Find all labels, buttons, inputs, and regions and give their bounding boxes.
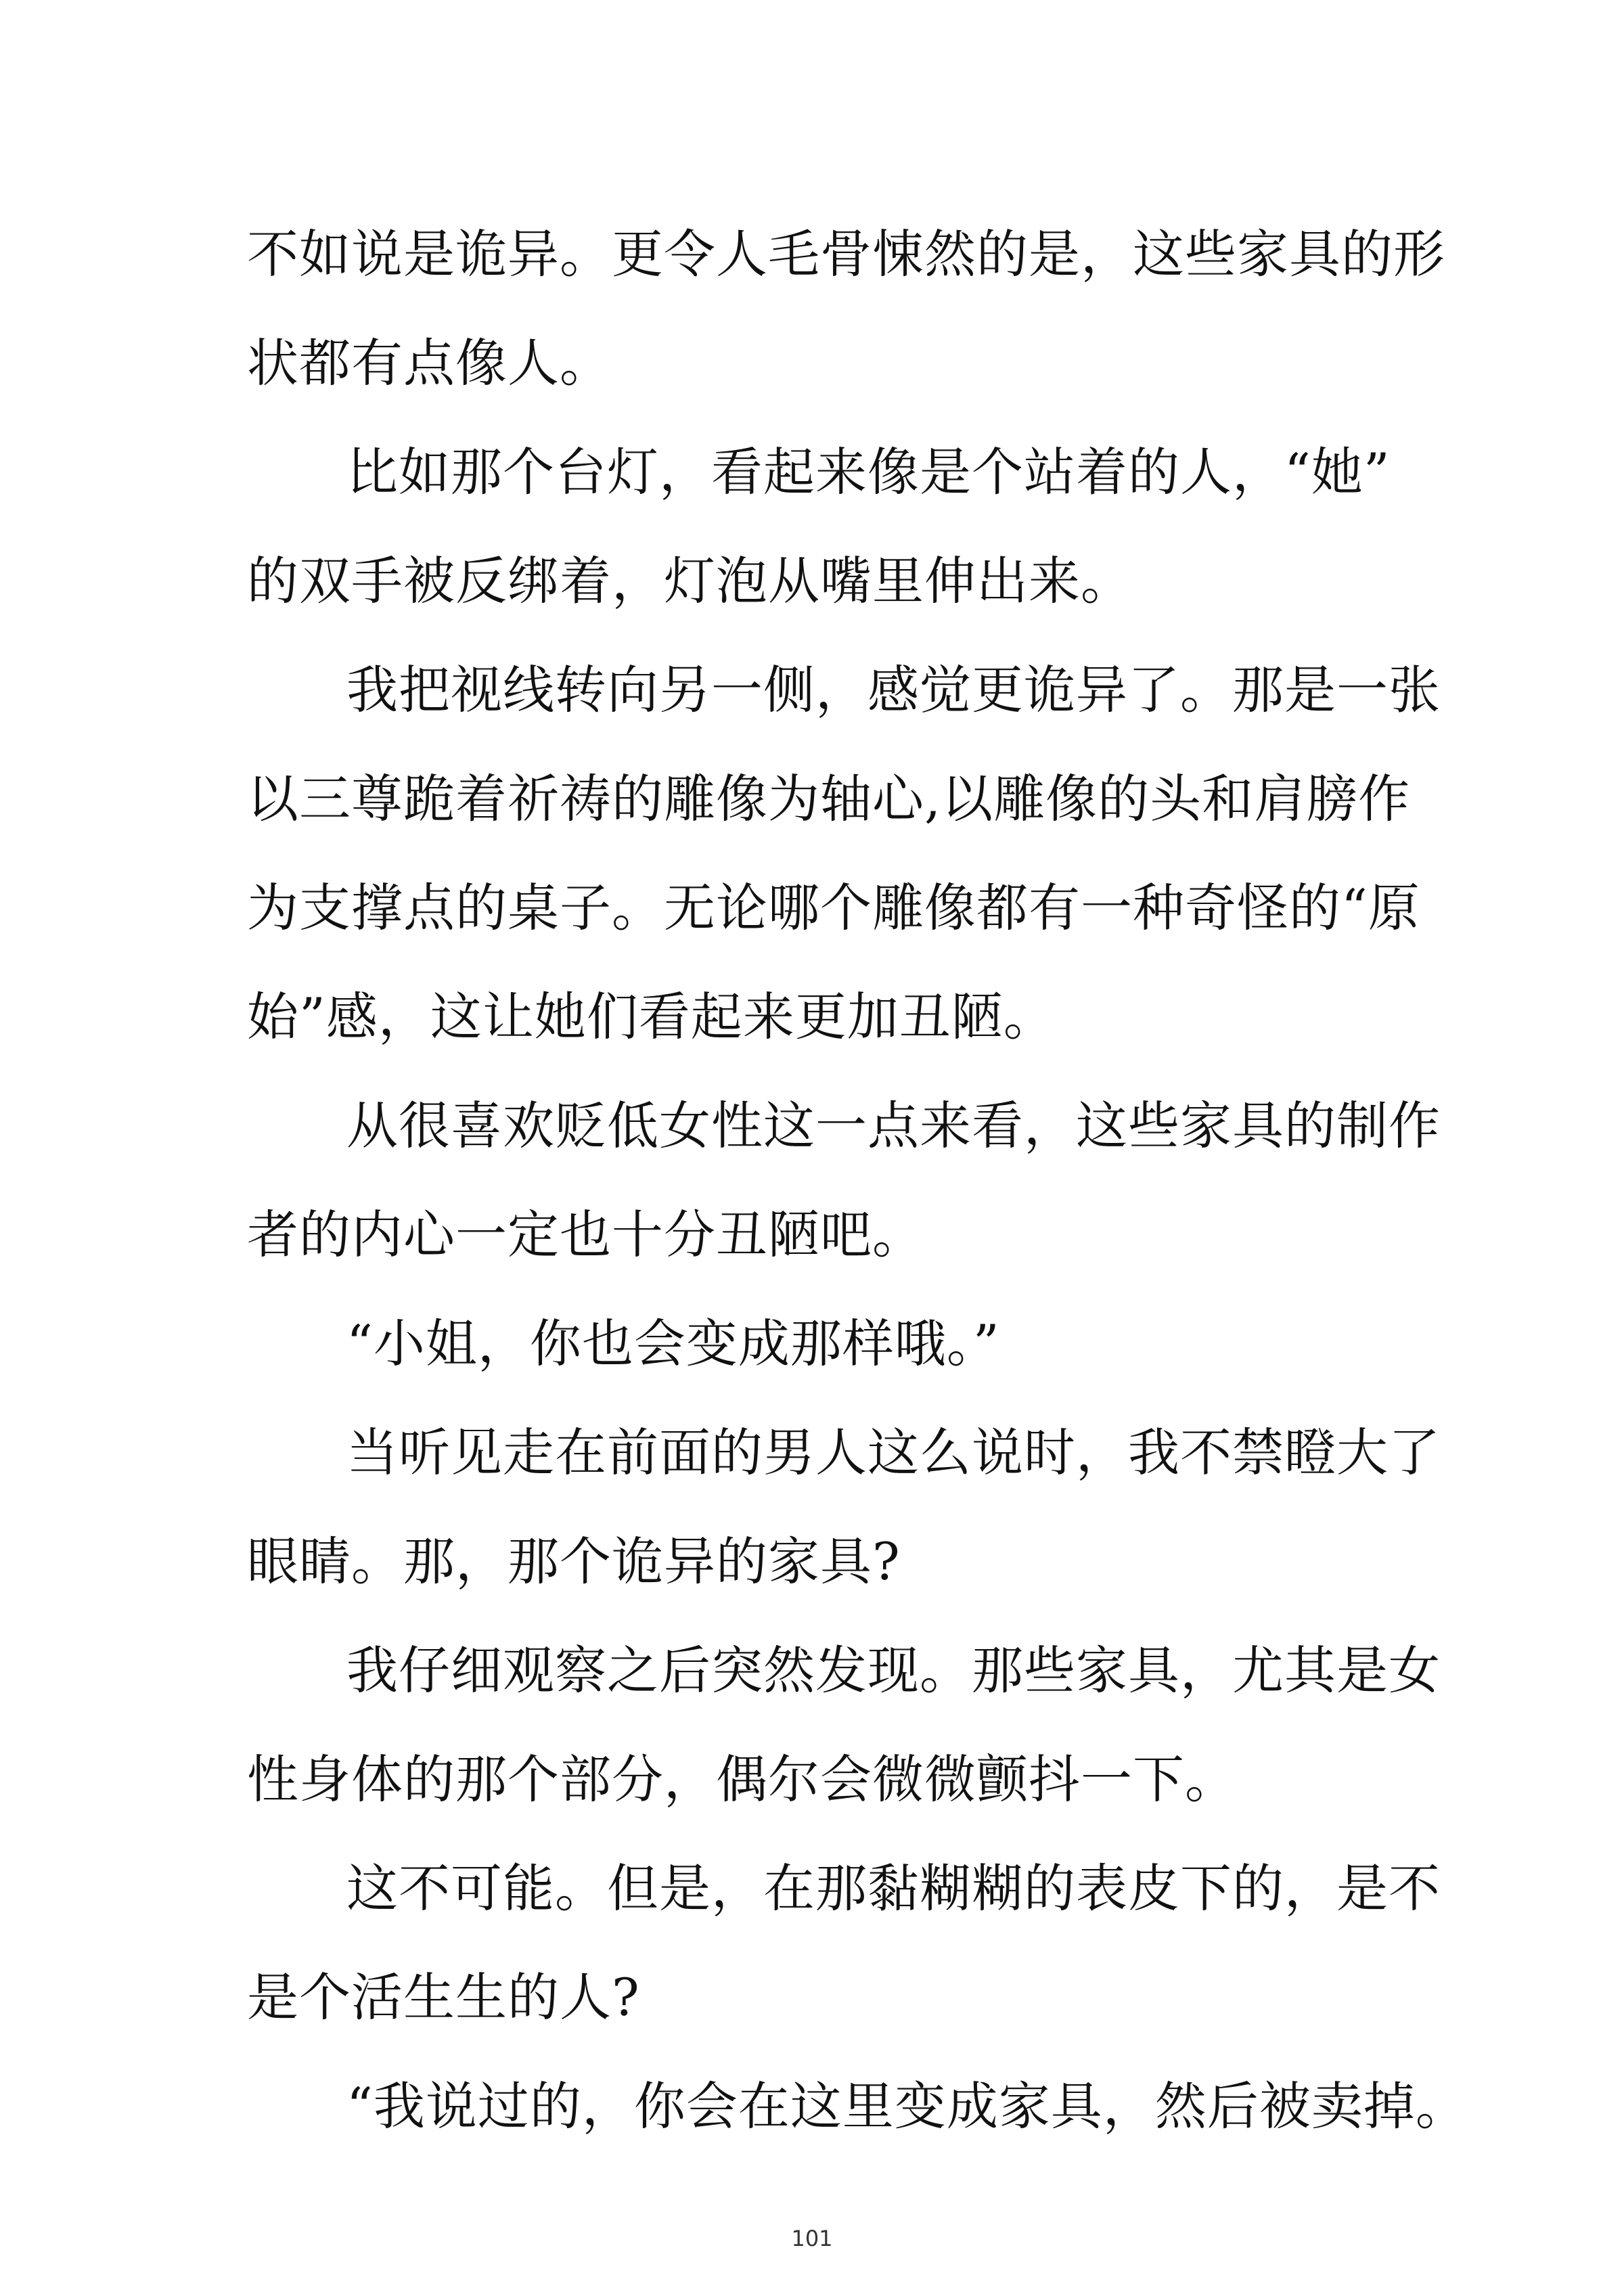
text-line: 从很喜欢贬低女性这一点来看，这些家具的制作 [346,1096,1441,1156]
text-line: 我仔细观察之后突然发现。那些家具，尤其是女 [346,1640,1441,1701]
page-number: 101 [791,2226,833,2251]
text-line: 始”感，这让她们看起来更加丑陋。 [247,987,1056,1047]
text-line: 为支撑点的桌子。无论哪个雕像都有一种奇怪的“原 [247,878,1420,938]
text-line: 的双手被反绑着，灯泡从嘴里伸出来。 [247,551,1133,611]
text-line: “小姐，你也会变成那样哦。” [346,1313,1000,1374]
text-line: 不如说是诡异。更令人毛骨悚然的是，这些家具的形 [247,224,1445,284]
text-line: 是个活生生的人? [247,1967,640,2027]
text-line: 者的内心一定也十分丑陋吧。 [247,1205,924,1265]
text-line: 我把视线转向另一侧，感觉更诡异了。那是一张 [346,660,1441,720]
text-line: 性身体的那个部分，偶尔会微微颤抖一下。 [247,1749,1237,1809]
text-line: “我说过的，你会在这里变成家具，然后被卖掉。 [346,2076,1468,2136]
text-line: 状都有点像人。 [247,333,612,393]
text-line: 以三尊跪着祈祷的雕像为轴心,以雕像的头和肩膀作 [247,769,1411,829]
text-line: 眼睛。那，那个诡异的家具? [247,1531,901,1592]
text-line: 比如那个台灯，看起来像是个站着的人，“她” [346,442,1391,502]
text-line: 这不可能。但是，在那黏糊糊的表皮下的，是不 [346,1858,1441,1918]
text-line: 当听见走在前面的男人这么说时，我不禁瞪大了 [346,1422,1441,1483]
